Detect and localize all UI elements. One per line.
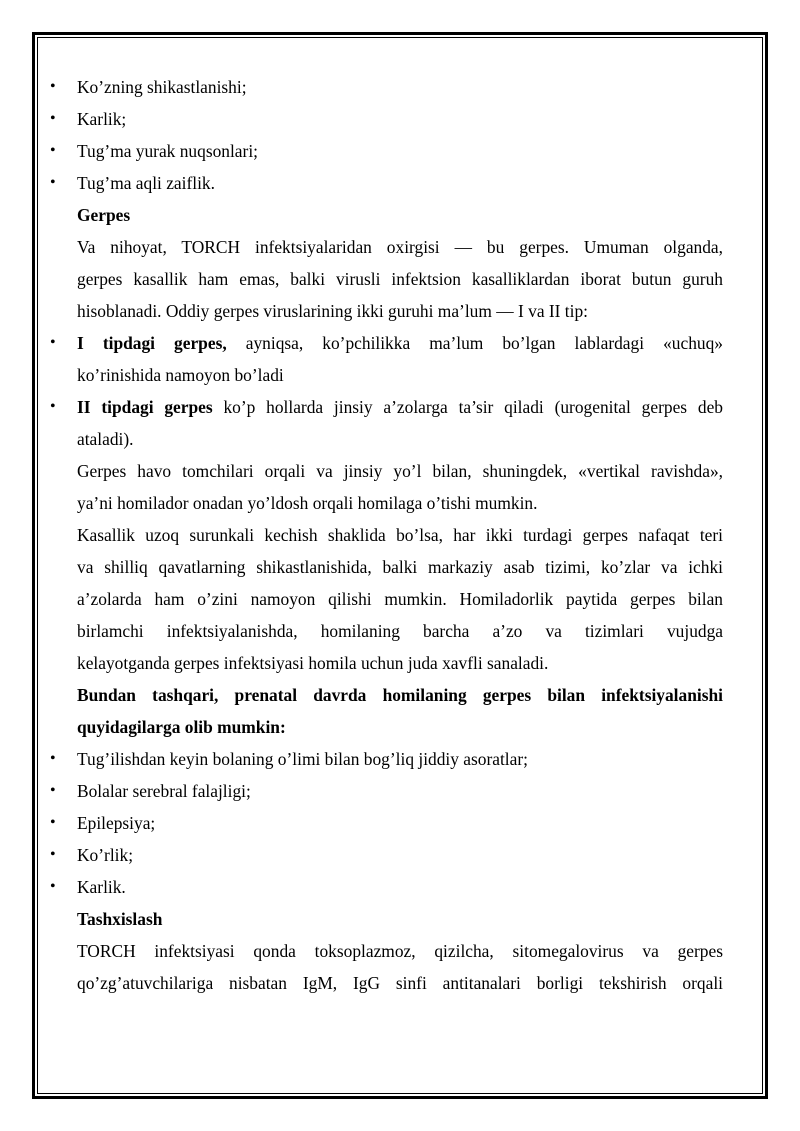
list-item: Tug’ma yurak nuqsonlari;: [77, 141, 258, 161]
bullet: •: [50, 750, 56, 767]
paragraph-line: kelayotganda gerpes infektsiyasi homila uchun juda xavfli sanaladi.: [77, 653, 549, 673]
bold-term: I tipdagi gerpes,: [77, 333, 227, 353]
list-item: Epilepsiya;: [77, 813, 156, 833]
section-heading-text: Gerpes: [77, 205, 131, 225]
list-item-text: ko’p hollarda jinsiy a’zolarga ta’sir qiladi (urogenital gerpes deb: [212, 397, 723, 417]
paragraph-line: a’zolarda ham o’zini namoyon qilishi mumkin. Homiladorlik paytida gerpes bilan: [77, 589, 723, 609]
bullet: •: [50, 174, 56, 191]
bullet: •: [50, 878, 56, 895]
list-item: [77, 391, 723, 423]
paragraph-line: hisoblanadi. Oddiy gerpes viruslarining ikki guruhi ma’lum — I va II tip:: [77, 301, 589, 321]
paragraph-line: gerpes kasallik ham emas, balki virusli infektsion kasalliklardan iborat butun guruh: [77, 269, 723, 289]
bullet: •: [50, 398, 56, 415]
bullet: •: [50, 78, 56, 95]
paragraph-line: birlamchi infektsiyalanishda, homilaning barcha a’zo va tizimlari vujudga: [77, 621, 723, 641]
bullet: •: [50, 782, 56, 799]
bullet: •: [50, 334, 56, 351]
list-item: Bolalar serebral falajligi;: [77, 781, 251, 801]
bullet: •: [50, 142, 56, 159]
list-item-continuation: ataladi).: [77, 429, 134, 449]
list-item: Karlik;: [77, 109, 127, 129]
bullet: •: [50, 846, 56, 863]
bold-term: II tipdagi gerpes: [77, 397, 213, 417]
paragraph-line: va shilliq qavatlarning shikastlanishida, balki markaziy asab tizimi, ko’zlar va ichki: [77, 557, 723, 577]
paragraph-line: Gerpes havo tomchilari orqali va jinsiy yo’l bilan, shuningdek, «vertikal ravishda»,: [77, 461, 723, 481]
section-heading: [77, 903, 723, 935]
bullet: •: [50, 110, 56, 127]
list-item-continuation: ko’rinishida namoyon bo’ladi: [77, 365, 284, 385]
list-item: Ko’zning shikastlanishi;: [77, 77, 247, 97]
paragraph-line: ya’ni homilador onadan yo’ldosh orqali homilaga o’tishi mumkin.: [77, 493, 538, 513]
list-item: [77, 327, 723, 359]
bold-paragraph-line: Bundan tashqari, prenatal davrda homilaning gerpes bilan infektsiyalanishi: [77, 685, 723, 705]
paragraph-line: TORCH infektsiyasi qonda toksoplazmoz, qizilcha, sitomegalovirus va gerpes: [77, 941, 723, 961]
list-item-text: ayniqsa, ko’pchilikka ma’lum bo’lgan lablardagi «uchuq»: [226, 333, 723, 353]
list-item: Tug’ilishdan keyin bolaning o’limi bilan bog’liq jiddiy asoratlar;: [77, 749, 528, 769]
list-item: Ko’rlik;: [77, 845, 134, 865]
paragraph-line: qo’zg’atuvchilariga nisbatan IgM, IgG sinfi antitanalari borligi tekshirish orqali: [77, 973, 723, 993]
section-heading-text: Tashxislash: [77, 909, 163, 929]
section-heading: [77, 199, 723, 231]
paragraph-line: Va nihoyat, TORCH infektsiyalaridan oxirgisi — bu gerpes. Umuman olganda,: [77, 237, 723, 257]
bullet: •: [50, 814, 56, 831]
paragraph-line: Kasallik uzoq surunkali kechish shaklida bo’lsa, har ikki turdagi gerpes nafaqat teri: [77, 525, 723, 545]
bold-paragraph-line: quyidagilarga olib mumkin:: [77, 717, 286, 737]
list-item: Karlik.: [77, 877, 126, 897]
list-item: Tug’ma aqli zaiflik.: [77, 173, 215, 193]
